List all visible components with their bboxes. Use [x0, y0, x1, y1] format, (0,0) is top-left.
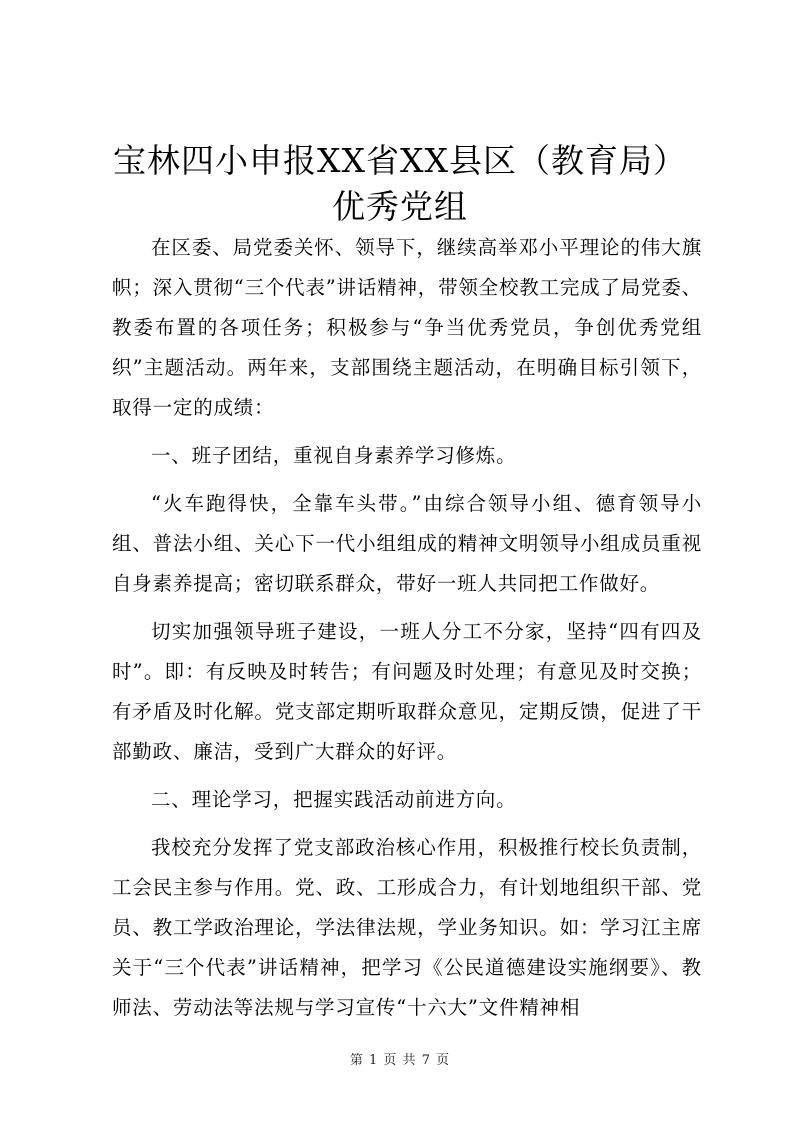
section-heading-2: 二、理论学习，把握实践活动前进方向。: [151, 788, 517, 811]
paragraph-theory-study: 我校充分发挥了党支部政治核心作用，积极推行校长负责制，工会民主参与作用。党、政、工形成合力，有计划地组织干部、党员、教工学政治理论，学法律法规，学业务知识。如：学习江主席关于“三个代表”讲话精神，把学习《公民道德建设实施纲要》、教师法、劳动法等法规与学习宣传“十六大”文件精神相: [112, 836, 702, 1019]
paragraph-four-timely: 切实加强领导班子建设，一班人分工不分家，坚持“四有四及时”。即：有反映及时转告；有问题及时处理；有意见及时交换；有矛盾及时化解。党支部定期听取群众意见，定期反馈，促进了干部勤政、廉洁，受到广大群众的好评。: [112, 620, 702, 763]
paragraph-leadership-group: “火车跑得快，全靠车头带。”由综合领导小组、德育领导小组、普法小组、关心下一代小组组成的精神文明领导小组成员重视自身素养提高；密切联系群众，带好一班人共同把工作做好。: [112, 492, 702, 595]
page-number-footer: 第 1 页 共 7 页: [349, 1053, 451, 1068]
document-body: [112, 228, 702, 1036]
section-heading-1: 一、班子团结，重视自身素养学习修炼。: [151, 444, 517, 467]
document-title: 宝林四小申报XX省XX县区（教育局）优秀党组: [113, 141, 687, 226]
paragraph-intro: 在区委、局党委关怀、领导下，继续高举邓小平理论的伟大旗帜；深入贯彻“三个代表”讲话精神，带领全校教工完成了局党委、教委布置的各项任务；积极参与“争当优秀党员，争创优秀党组织”主题活动。两年来，支部围绕主题活动，在明确目标引领下，取得一定的成绩：: [112, 236, 702, 419]
